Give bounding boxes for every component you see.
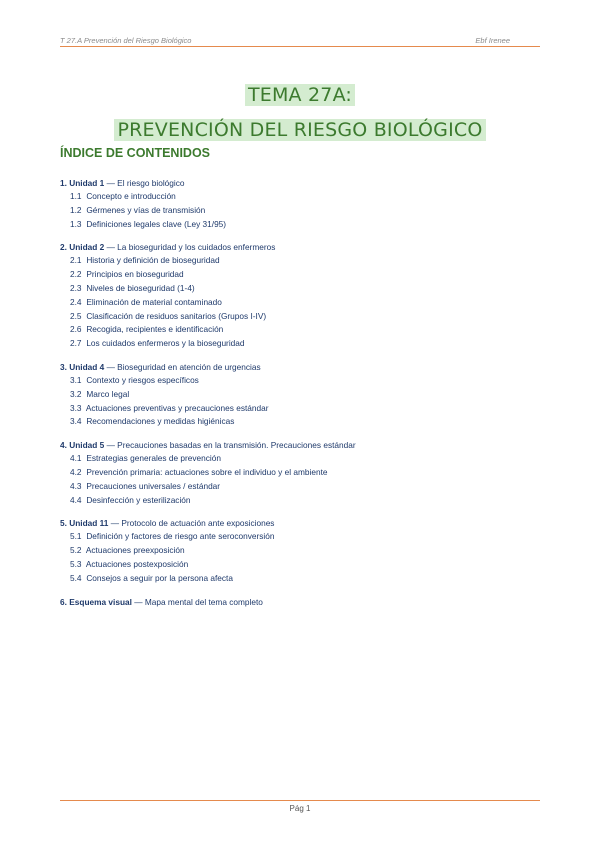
toc-item[interactable] bbox=[60, 204, 540, 218]
toc-item-number: 1.2 bbox=[70, 204, 82, 215]
page-header bbox=[60, 36, 540, 47]
toc-item[interactable] bbox=[60, 218, 540, 232]
toc-item-text: Precauciones universales / estándar bbox=[86, 480, 221, 491]
toc-item-number: 2.2 bbox=[70, 269, 82, 280]
toc-item[interactable] bbox=[60, 323, 540, 337]
title-line-1: TEMA 27A: bbox=[245, 84, 355, 106]
toc-item[interactable] bbox=[60, 494, 540, 508]
toc-item-number: 3.1 bbox=[70, 374, 82, 385]
toc-item-text: Historia y definición de bioseguridad bbox=[86, 255, 220, 266]
title-line-2: PREVENCIÓN DEL RIESGO BIOLÓGICO bbox=[114, 119, 485, 141]
toc-unit-label: 6. Esquema visual bbox=[60, 596, 132, 607]
toc-unit bbox=[60, 516, 540, 585]
toc-item[interactable] bbox=[60, 558, 540, 572]
toc-item-number: 2.1 bbox=[70, 255, 82, 266]
toc-item-text: Recogida, recipientes e identificación bbox=[86, 324, 224, 335]
toc-unit-label: 3. Unidad 4 bbox=[60, 361, 105, 372]
toc-item-text: Marco legal bbox=[86, 388, 130, 399]
toc-item[interactable] bbox=[60, 572, 540, 586]
toc-unit bbox=[60, 595, 540, 609]
toc-item[interactable] bbox=[60, 374, 540, 388]
toc-unit-heading[interactable] bbox=[60, 360, 540, 374]
toc-item-text: Eliminación de material contaminado bbox=[86, 296, 222, 307]
toc-item-number: 3.3 bbox=[70, 402, 82, 413]
toc-item[interactable] bbox=[60, 452, 540, 466]
toc-item-number: 1.1 bbox=[70, 191, 82, 201]
toc-item-number: 4.3 bbox=[70, 480, 82, 491]
toc-unit bbox=[60, 438, 540, 507]
toc-unit-label: 2. Unidad 2 bbox=[60, 242, 105, 253]
toc-item-text: Principios en bioseguridad bbox=[86, 269, 184, 280]
toc-item-number: 3.4 bbox=[70, 416, 82, 427]
toc-unit-label: 4. Unidad 5 bbox=[60, 440, 105, 451]
toc-item-number: 4.4 bbox=[70, 494, 82, 505]
toc-unit-title: — Protocolo de actuación ante exposiciones bbox=[108, 518, 275, 529]
toc-item[interactable] bbox=[60, 466, 540, 480]
toc-item-text: Concepto e introducción bbox=[86, 191, 176, 201]
toc-item-text: Definición y factores de riesgo ante seroconversión bbox=[86, 531, 275, 542]
toc-unit-heading[interactable] bbox=[60, 595, 540, 609]
toc-item-text: Definiciones legales clave (Ley 31/95) bbox=[86, 218, 227, 229]
toc-unit bbox=[60, 360, 540, 429]
toc-item-text: Desinfección y esterilización bbox=[86, 494, 191, 505]
toc-item-number: 5.2 bbox=[70, 545, 82, 556]
toc-unit-title: — Mapa mental del tema completo bbox=[131, 596, 263, 607]
toc-item[interactable] bbox=[60, 544, 540, 558]
toc-item[interactable] bbox=[60, 480, 540, 494]
toc-item-text: Consejos a seguir por la persona afecta bbox=[86, 572, 233, 583]
toc-unit-title: — El riesgo biológico bbox=[104, 178, 185, 188]
toc-item-text: Actuaciones preventivas y precauciones estándar bbox=[85, 402, 269, 413]
toc-item-number: 5.3 bbox=[70, 558, 82, 569]
toc-item[interactable] bbox=[60, 190, 540, 204]
toc-item-text: Actuaciones postexposición bbox=[85, 558, 189, 569]
table-of-contents bbox=[60, 176, 540, 618]
toc-item-text: Clasificación de residuos sanitarios (Grupos I-IV) bbox=[86, 310, 267, 321]
toc-item-number: 2.5 bbox=[70, 310, 82, 321]
toc-item-text: Contexto y riesgos específicos bbox=[86, 374, 199, 385]
toc-item-number: 2.3 bbox=[70, 282, 82, 293]
page-number: Pág 1 bbox=[289, 804, 311, 813]
toc-unit-heading[interactable] bbox=[60, 176, 540, 190]
toc-unit-title: — Precauciones basadas en la transmisión. Precauciones estándar bbox=[104, 440, 356, 451]
toc-item[interactable] bbox=[60, 282, 540, 296]
toc-item-text: Niveles de bioseguridad (1-4) bbox=[86, 282, 195, 293]
toc-item[interactable] bbox=[60, 415, 540, 429]
toc-unit-heading[interactable] bbox=[60, 240, 540, 254]
footer-divider bbox=[60, 800, 540, 801]
toc-unit bbox=[60, 240, 540, 351]
header-doc-title: T 27.A Prevención del Riesgo Biológico bbox=[60, 36, 192, 45]
toc-item-text: Recomendaciones y medidas higiénicas bbox=[86, 416, 235, 427]
toc-item[interactable] bbox=[60, 296, 540, 310]
index-heading: ÍNDICE DE CONTENIDOS bbox=[60, 146, 211, 160]
toc-item[interactable] bbox=[60, 402, 540, 416]
toc-item[interactable] bbox=[60, 254, 540, 268]
toc-item-number: 1.3 bbox=[70, 218, 82, 229]
toc-item-number: 2.4 bbox=[70, 296, 82, 307]
toc-unit-heading[interactable] bbox=[60, 438, 540, 452]
toc-item-number: 2.6 bbox=[70, 324, 82, 335]
toc-item[interactable] bbox=[60, 530, 540, 544]
toc-item-text: Prevención primaria: actuaciones sobre el individuo y el ambiente bbox=[86, 466, 328, 477]
toc-unit-title: — Bioseguridad en atención de urgencias bbox=[104, 361, 261, 372]
toc-unit-heading[interactable] bbox=[60, 516, 540, 530]
toc-item-text: Gérmenes y vías de transmisión bbox=[86, 204, 206, 215]
toc-unit-title: — La bioseguridad y los cuidados enfermeros bbox=[104, 242, 276, 253]
toc-item-number: 3.2 bbox=[70, 388, 82, 399]
toc-item-number: 5.4 bbox=[70, 572, 82, 583]
toc-item[interactable] bbox=[60, 268, 540, 282]
toc-unit bbox=[60, 176, 540, 231]
document-title bbox=[0, 84, 600, 141]
toc-item-text: Los cuidados enfermeros y la bioseguridad bbox=[86, 338, 245, 349]
toc-item-number: 4.2 bbox=[70, 466, 82, 477]
toc-item-text: Actuaciones preexposición bbox=[85, 545, 185, 556]
toc-item-number: 4.1 bbox=[70, 453, 82, 464]
toc-item-number: 2.7 bbox=[70, 338, 82, 349]
header-author: Ebf Irenee bbox=[475, 36, 510, 45]
toc-item-text: Estrategias generales de prevención bbox=[86, 453, 221, 464]
toc-unit-label: 5. Unidad 11 bbox=[60, 518, 109, 529]
toc-unit-label: 1. Unidad 1 bbox=[60, 178, 105, 188]
toc-item-number: 5.1 bbox=[70, 531, 82, 542]
toc-item[interactable] bbox=[60, 310, 540, 324]
toc-item[interactable] bbox=[60, 388, 540, 402]
toc-item[interactable] bbox=[60, 337, 540, 351]
